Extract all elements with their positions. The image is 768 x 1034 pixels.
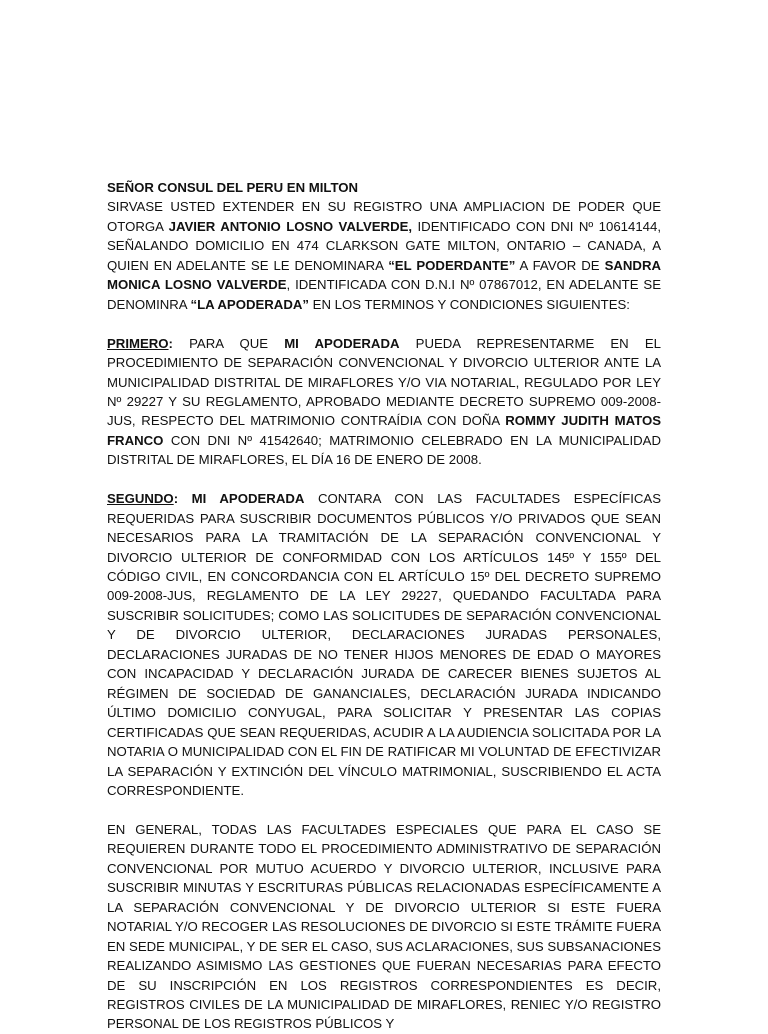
clause-primero-text-2: PUEDA REPRESENTARME EN EL PROCEDIMIENTO DE SEPARACIÓN CONVENCIONAL Y DIVORCIO ULTERIOR ANTE LA MUNICIPALIDAD DISTRITAL DE MIRAFLORES Y/O VIA NOTARIAL, REGULADO POR LEY Nº 29227 Y SU REGLAMENTO, APROBADO MEDIANTE DECRETO SUPREMO 009-2008-JUS, RESPECTO DEL MATRIMONIO CONTRAÍDIA CON DOÑA <box>107 335 661 429</box>
clause-segundo <box>107 489 661 800</box>
grantor-alias: “EL PODERDANTE” <box>388 257 516 273</box>
clause-segundo-colon: : <box>173 491 179 507</box>
document-body <box>107 178 661 1034</box>
general-paragraph <box>107 820 661 1034</box>
spouse-name: ROMMY JUDITH MATOS FRANCO <box>107 413 662 448</box>
clause-segundo-attorney: MI APODERADA <box>191 491 305 507</box>
intro-text-2: IDENTIFICADO CON DNI Nº 10614144, SEÑALANDO DOMICILIO EN 474 CLARKSON GATE MILTON, ONTARIO – CANADA, A QUIEN EN ADELANTE SE LE DENOMINARA <box>107 218 661 273</box>
clause-primero-attorney: MI APODERADA <box>284 335 400 351</box>
intro-text-1: SIRVASE USTED EXTENDER EN SU REGISTRO UNA AMPLIACION DE PODER QUE OTORGA <box>107 199 661 234</box>
paragraph-spacer <box>107 314 661 333</box>
clause-segundo-space <box>178 491 192 506</box>
clause-primero-colon: : <box>168 335 173 351</box>
clause-segundo-text: CONTARA CON LAS FACULTADES ESPECÍFICAS REQUERIDAS PARA SUSCRIBIR DOCUMENTOS PÚBLICOS Y/O PRIVADOS QUE SEAN NECESARIOS PARA LA TRAMITACIÓN DE LA SEPARACIÓN CONVENCIONAL Y DIVORCIO ULTERIOR DE CONFORMIDAD CON LOS ARTÍCULOS 145º Y 155º DEL CÓDIGO CIVIL, EN CONCORDANCIA CON EL ARTÍCULO 15º DEL DECRETO SUPREMO 009-2008-JUS, REGLAMENTO DE LA LEY 29227, QUEDANDO FACULTADA PARA SUSCRIBIR SOLICITUDES; COMO LAS SOLICITUDES DE SEPARACIÓN CONVENCIONAL Y DE DIVORCIO ULTERIOR, DECLARACIONES JURADAS PERSONALES, DECLARACIONES JURADAS DE NO TENER HIJOS MENORES DE EDAD O MAYORES CON INCAPACIDAD Y DECLARACIÓN JURADA DE CARECER BIENES SUJETOS AL RÉGIMEN DE SOCIEDAD DE GANANCIALES, DECLARACIÓN JURADA INDICANDO ÚLTIMO DOMICILIO CONYUGAL, PARA SOLICITAR Y PRESENTAR LAS COPIAS CERTIFICADAS QUE SEAN REQUERIDAS, ACUDIR A LA AUDIENCIA SOLICITADA POR LA NOTARIA O MUNICIPALIDAD CON EL FIN DE RATIFICAR MI VOLUNTAD DE EFECTIVIZAR LA SEPARACIÓN Y EXTINCIÓN DEL VÍNCULO MATRIMONIAL, SUSCRIBIENDO EL ACTA CORRESPONDIENTE. <box>107 491 661 799</box>
general-paragraph-text: EN GENERAL, TODAS LAS FACULTADES ESPECIALES QUE PARA EL CASO SE REQUIEREN DURANTE TODO EL PROCEDIMIENTO ADMINISTRATIVO DE SEPARACIÓN CONVENCIONAL POR MUTUO ACUERDO Y DIVORCIO ULTERIOR, INCLUSIVE PARA SUSCRIBIR MINUTAS Y ESCRITURAS PÚBLICAS RELACIONADAS ESPECÍFICAMENTE A LA SEPARACIÓN CONVENCIONAL Y DE DIVORCIO ULTERIOR SI ESTE FUERA NOTARIAL Y/O RECOGER LAS RESOLUCIONES DE DIVORCIO SI ESTE TRÁMITE FUERA EN SEDE MUNICIPAL, Y DE SER EL CASO, SUS ACLARACIONES, SUS SUBSANACIONES REALIZANDO ASIMISMO LAS GESTIONES QUE FUERAN NECESARIAS PARA EFECTO DE SU INSCRIPCIÓN EN LOS REGISTROS CORRESPONDIENTES ES DECIR, REGISTROS CIVILES DE LA MUNICIPALIDAD DE MIRAFLORES, RENIEC Y/O REGISTRO PERSONAL DE LOS REGISTROS PÚBLICOS Y <box>107 821 661 1032</box>
clause-primero-label: PRIMERO <box>107 335 169 351</box>
paragraph-spacer <box>107 470 661 489</box>
clause-primero-text-1: PARA QUE <box>172 335 285 351</box>
addressee-heading <box>107 178 661 197</box>
intro-text-4: , IDENTIFICADA CON D.N.I Nº 07867012, EN ADELANTE SE DENOMINRA <box>107 277 661 312</box>
clause-primero <box>107 334 661 470</box>
attorney-alias: “LA APODERADA” <box>190 296 309 312</box>
grantor-name: JAVIER ANTONIO LOSNO VALVERDE, <box>168 218 413 234</box>
intro-text-5: EN LOS TERMINOS Y CONDICIONES SIGUIENTES: <box>308 296 630 312</box>
clause-segundo-label: SEGUNDO <box>107 491 174 507</box>
addressee-heading-text: SEÑOR CONSUL DEL PERU EN MILTON <box>107 180 359 195</box>
attorney-name: SANDRA MONICA LOSNO VALVERDE <box>107 257 661 293</box>
paragraph-spacer <box>107 800 661 819</box>
intro-paragraph <box>107 197 661 314</box>
intro-text-3: A FAVOR DE <box>515 257 605 273</box>
clause-primero-text-3: CON DNI Nº 41542640; MATRIMONIO CELEBRADO EN LA MUNICIPALIDAD DISTRITAL DE MIRAFLORES, EL DÍA 16 DE ENERO DE 2008. <box>107 432 661 468</box>
